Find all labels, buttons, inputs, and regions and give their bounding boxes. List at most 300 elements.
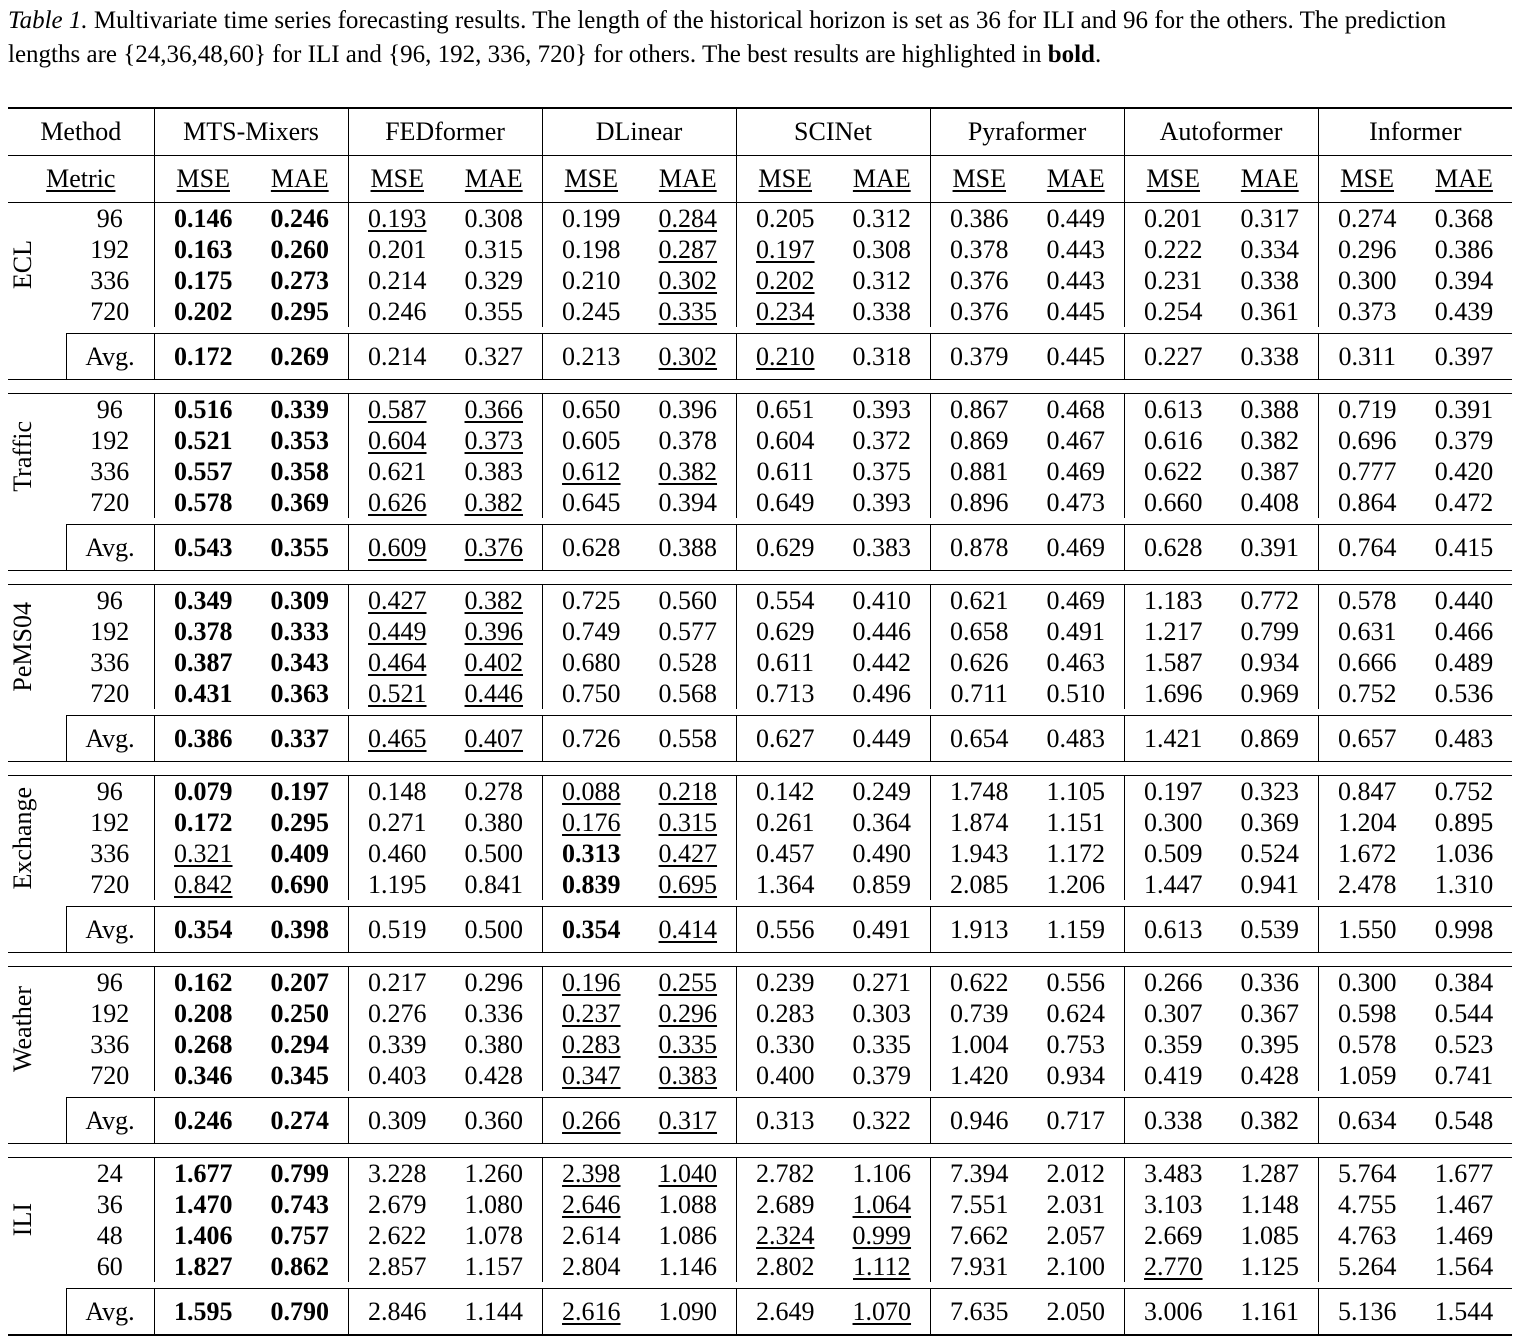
cell-value: 0.379 — [1434, 425, 1494, 455]
table-cell — [1222, 394, 1318, 426]
horizon: 192 — [90, 998, 130, 1028]
cell-value: 2.012 — [1046, 1158, 1106, 1188]
cell-value: 0.387 — [1240, 456, 1300, 486]
table-cell — [1416, 907, 1512, 953]
cell-value: 0.578 — [1338, 585, 1397, 615]
table-cell — [930, 585, 1028, 617]
cell-value: 0.753 — [1046, 1029, 1106, 1059]
table-cell — [154, 334, 252, 380]
table-cell — [1416, 1189, 1512, 1220]
best-value: 1.595 — [174, 1296, 233, 1326]
cell-value: 5.764 — [1338, 1158, 1397, 1188]
cell-value: 2.614 — [562, 1220, 621, 1250]
cell-value: 1.587 — [1144, 647, 1203, 677]
dataset-name-cell — [8, 776, 66, 901]
table-cell — [736, 1289, 834, 1336]
cell-value: 0.969 — [1240, 678, 1300, 708]
table-cell — [1222, 203, 1318, 235]
cell-value: 4.755 — [1338, 1189, 1397, 1219]
cell-value: 1.447 — [1144, 869, 1203, 899]
cell-value: 0.524 — [1240, 838, 1300, 868]
table-cell — [1124, 1189, 1222, 1220]
cell-value: 0.222 — [1144, 234, 1203, 264]
best-value: 0.162 — [174, 967, 233, 997]
table-cell — [736, 456, 834, 487]
table-cell — [736, 967, 834, 999]
cell-value: 1.748 — [950, 776, 1009, 806]
method-name: Autoformer — [1124, 108, 1318, 156]
cell-value: 0.622 — [1144, 456, 1203, 486]
best-value: 0.343 — [270, 647, 330, 677]
cell-value: 0.388 — [658, 532, 718, 562]
table-cell — [252, 1220, 348, 1251]
cell-value: 1.151 — [1046, 807, 1106, 837]
cell-value: 0.739 — [950, 998, 1009, 1028]
metric-mae: MAE — [1222, 156, 1318, 203]
table-cell — [446, 998, 542, 1029]
table-cell — [252, 394, 348, 426]
table-cell — [736, 334, 834, 380]
table-cell — [640, 1220, 736, 1251]
cell-value: 1.106 — [852, 1158, 912, 1188]
table-cell — [834, 1029, 930, 1060]
horizon: 96 — [66, 585, 154, 617]
avg-row — [8, 334, 1512, 380]
second-best-value: 0.193 — [368, 203, 427, 233]
cell-value: 0.777 — [1338, 456, 1397, 486]
gap-cell — [8, 380, 1512, 394]
cell-value: 0.369 — [1240, 807, 1300, 837]
table-cell — [834, 456, 930, 487]
cell-value: 0.201 — [368, 234, 427, 264]
table-cell — [736, 1220, 834, 1251]
table-cell — [252, 647, 348, 678]
cell-value: 0.468 — [1046, 394, 1106, 424]
cell-value: 1.086 — [658, 1220, 718, 1250]
table-cell — [640, 998, 736, 1029]
method-name: Informer — [1318, 108, 1512, 156]
cell-value: 0.329 — [464, 265, 524, 295]
table-cell — [348, 647, 446, 678]
cell-value: 0.394 — [658, 487, 718, 517]
cell-value: 0.214 — [368, 265, 427, 295]
best-value: 0.339 — [270, 394, 330, 424]
cell-value: 1.105 — [1046, 776, 1106, 806]
table-cell — [252, 1098, 348, 1144]
table-cell — [1028, 265, 1124, 296]
gap-cell — [8, 571, 1512, 585]
table-cell — [1416, 838, 1512, 869]
metric-mse: MSE — [1318, 156, 1416, 203]
table-cell — [542, 585, 640, 617]
best-value: 0.274 — [270, 1105, 330, 1135]
table-cell — [640, 234, 736, 265]
table-cell — [834, 585, 930, 617]
table-cell — [834, 807, 930, 838]
cell-value: 1.564 — [1434, 1251, 1494, 1281]
table-cell — [1028, 334, 1124, 380]
cell-value: 0.410 — [852, 585, 912, 615]
table-cell — [834, 1060, 930, 1091]
table-cell — [252, 1060, 348, 1091]
table-cell — [1222, 1189, 1318, 1220]
cell-value: 1.078 — [464, 1220, 524, 1250]
table-cell — [348, 1189, 446, 1220]
table-cell — [348, 525, 446, 571]
table-cell — [930, 265, 1028, 296]
best-value: 0.246 — [270, 203, 330, 233]
table-cell — [1222, 838, 1318, 869]
table-cell — [252, 838, 348, 869]
cell-value: 0.725 — [562, 585, 621, 615]
table-cell — [154, 456, 252, 487]
table-cell — [1222, 334, 1318, 380]
table-cell — [1028, 807, 1124, 838]
table-cell — [1318, 1251, 1416, 1282]
table-cell — [252, 1029, 348, 1060]
cell-value: 0.658 — [950, 616, 1009, 646]
cell-value: 0.449 — [852, 723, 912, 753]
cell-value: 7.635 — [950, 1296, 1009, 1326]
table-cell — [348, 678, 446, 709]
table-cell — [1028, 1220, 1124, 1251]
second-best-value: 0.465 — [368, 723, 427, 753]
table-cell — [154, 1220, 252, 1251]
dataset-name: Weather — [8, 986, 37, 1072]
table-row — [8, 1158, 1512, 1190]
cell-value: 0.483 — [1434, 723, 1494, 753]
table-cell — [640, 807, 736, 838]
table-cell — [834, 776, 930, 808]
table-cell — [154, 907, 252, 953]
second-best-value: 0.218 — [658, 776, 718, 806]
cell-value: 0.311 — [1338, 341, 1397, 371]
cell-value: 0.300 — [1144, 807, 1203, 837]
table-cell — [154, 807, 252, 838]
table-cell — [1124, 265, 1222, 296]
cell-value: 0.372 — [852, 425, 912, 455]
table-cell — [930, 1189, 1028, 1220]
table-cell — [736, 1098, 834, 1144]
table-cell — [1318, 1098, 1416, 1144]
cell-value: 0.388 — [1240, 394, 1300, 424]
best-value: 0.269 — [270, 341, 330, 371]
table-cell — [1222, 456, 1318, 487]
cell-value: 1.260 — [464, 1158, 524, 1188]
table-cell — [640, 1060, 736, 1091]
table-cell — [1124, 678, 1222, 709]
cell-value: 0.386 — [1434, 234, 1494, 264]
cell-value: 0.408 — [1240, 487, 1300, 517]
table-cell — [446, 1158, 542, 1190]
avg-blank — [8, 1289, 66, 1336]
cell-value: 0.197 — [1144, 776, 1203, 806]
cell-value: 2.050 — [1046, 1296, 1106, 1326]
cell-value: 0.449 — [1046, 203, 1106, 233]
table-cell — [348, 998, 446, 1029]
table-cell — [736, 1189, 834, 1220]
dataset-name-cell — [8, 394, 66, 519]
table-row — [8, 203, 1512, 235]
cell-value: 3.483 — [1144, 1158, 1203, 1188]
cell-value: 0.544 — [1434, 998, 1494, 1028]
cell-value: 1.036 — [1434, 838, 1494, 868]
table-cell — [154, 296, 252, 327]
table-cell — [1416, 394, 1512, 426]
horizon: 48 — [96, 1220, 123, 1250]
table-cell — [542, 425, 640, 456]
table-cell — [640, 1289, 736, 1336]
second-best-value: 0.382 — [464, 585, 524, 615]
cell-value: 2.804 — [562, 1251, 621, 1281]
second-best-value: 0.587 — [368, 394, 427, 424]
second-best-value: 0.521 — [368, 678, 427, 708]
table-cell — [348, 869, 446, 900]
cell-value: 0.696 — [1338, 425, 1397, 455]
horizon: 96 — [66, 394, 154, 426]
table-row — [8, 1251, 1512, 1282]
cell-value: 0.245 — [562, 296, 621, 326]
cell-value: 0.867 — [950, 394, 1009, 424]
table-cell — [1416, 525, 1512, 571]
table-cell — [1416, 425, 1512, 456]
best-value: 0.521 — [174, 425, 233, 455]
table-cell — [736, 998, 834, 1029]
cell-value: 0.428 — [464, 1060, 524, 1090]
table-cell — [834, 678, 930, 709]
dataset-name: PeMS04 — [8, 602, 37, 692]
table-cell — [736, 907, 834, 953]
table-row — [8, 394, 1512, 426]
table-cell — [1416, 1220, 1512, 1251]
second-best-value: 1.112 — [853, 1251, 911, 1281]
best-value: 0.273 — [270, 265, 330, 295]
horizon: 24 — [66, 1158, 154, 1190]
cell-value: 0.443 — [1046, 265, 1106, 295]
dataset-name-cell — [8, 203, 66, 328]
table-caption — [8, 4, 1512, 72]
best-value: 0.207 — [270, 967, 330, 997]
cell-value: 1.696 — [1144, 678, 1203, 708]
table-cell — [1028, 1289, 1124, 1336]
cell-value: 0.628 — [1144, 532, 1203, 562]
avg-label: Avg. — [66, 907, 154, 953]
cell-value: 0.941 — [1240, 869, 1300, 899]
table-cell — [1222, 487, 1318, 518]
cell-value: 1.080 — [464, 1189, 524, 1219]
table-cell — [640, 716, 736, 762]
best-value: 0.378 — [174, 616, 233, 646]
table-cell — [1222, 1060, 1318, 1091]
table-cell — [1318, 265, 1416, 296]
cell-value: 0.772 — [1240, 585, 1300, 615]
table-cell — [1028, 616, 1124, 647]
cell-value: 0.864 — [1338, 487, 1397, 517]
best-value: 0.197 — [270, 776, 330, 806]
table-cell — [542, 678, 640, 709]
second-best-value: 0.604 — [368, 425, 427, 455]
cell-value: 1.469 — [1434, 1220, 1494, 1250]
cell-value: 0.628 — [562, 532, 621, 562]
cell-value: 0.338 — [1144, 1105, 1203, 1135]
table-cell — [1222, 234, 1318, 265]
cell-value: 7.662 — [950, 1220, 1009, 1250]
best-value: 0.333 — [270, 616, 330, 646]
metric-mae: MAE — [252, 156, 348, 203]
cell-value: 1.420 — [950, 1060, 1009, 1090]
table-cell — [446, 1029, 542, 1060]
cell-value: 0.214 — [368, 341, 427, 371]
cell-value: 0.442 — [852, 647, 912, 677]
table-cell — [1124, 585, 1222, 617]
table-cell — [1318, 334, 1416, 380]
cell-value: 0.379 — [852, 1060, 912, 1090]
table-cell — [348, 394, 446, 426]
table-cell — [640, 1251, 736, 1282]
best-value: 0.268 — [174, 1029, 233, 1059]
cell-value: 1.085 — [1240, 1220, 1300, 1250]
table-cell — [252, 425, 348, 456]
table-cell — [154, 998, 252, 1029]
table-cell — [1028, 647, 1124, 678]
cell-value: 0.490 — [852, 838, 912, 868]
cell-value: 0.847 — [1338, 776, 1397, 806]
table-cell — [930, 998, 1028, 1029]
table-cell — [640, 1158, 736, 1190]
table-cell — [1318, 998, 1416, 1029]
table-row — [8, 1060, 1512, 1091]
table-cell — [736, 1029, 834, 1060]
table-cell — [252, 967, 348, 999]
table-row — [8, 487, 1512, 518]
table-cell — [834, 1289, 930, 1336]
cell-value: 0.560 — [658, 585, 718, 615]
table-cell — [834, 394, 930, 426]
cell-value: 0.266 — [1144, 967, 1203, 997]
cell-value: 0.276 — [368, 998, 427, 1028]
table-cell — [1416, 678, 1512, 709]
cell-value: 0.373 — [1338, 296, 1397, 326]
table-cell — [930, 1098, 1028, 1144]
table-cell — [736, 585, 834, 617]
table-cell — [1124, 525, 1222, 571]
table-cell — [252, 776, 348, 808]
table-cell — [542, 807, 640, 838]
table-cell — [348, 1158, 446, 1190]
table-cell — [542, 1289, 640, 1336]
cell-value: 0.308 — [464, 203, 524, 233]
table-cell — [446, 838, 542, 869]
table-cell — [1124, 869, 1222, 900]
table-cell — [542, 907, 640, 953]
second-best-value: 1.064 — [852, 1189, 912, 1219]
table-cell — [1318, 678, 1416, 709]
table-cell — [834, 838, 930, 869]
table-row — [8, 807, 1512, 838]
table-cell — [446, 807, 542, 838]
horizon: 336 — [90, 265, 130, 295]
cell-value: 0.254 — [1144, 296, 1203, 326]
table-cell — [1028, 425, 1124, 456]
cell-value: 0.934 — [1240, 647, 1300, 677]
table-cell — [1222, 869, 1318, 900]
table-cell — [542, 838, 640, 869]
table-row — [8, 998, 1512, 1029]
table-cell — [446, 487, 542, 518]
cell-value: 0.312 — [852, 203, 912, 233]
best-value: 0.690 — [270, 869, 330, 899]
table-cell — [542, 1158, 640, 1190]
second-best-value: 0.366 — [464, 394, 524, 424]
table-cell — [1416, 296, 1512, 327]
table-cell — [1222, 1029, 1318, 1060]
second-best-value: 0.266 — [562, 1105, 621, 1135]
cell-value: 0.378 — [658, 425, 718, 455]
table-cell — [1028, 967, 1124, 999]
cell-value: 0.519 — [368, 914, 427, 944]
best-value: 1.677 — [174, 1158, 233, 1188]
cell-value: 1.206 — [1046, 869, 1106, 899]
table-cell — [1028, 716, 1124, 762]
table-cell — [1124, 807, 1222, 838]
cell-value: 0.489 — [1434, 647, 1494, 677]
table-cell — [1124, 838, 1222, 869]
best-value: 0.354 — [562, 914, 621, 944]
cell-value: 0.376 — [950, 296, 1009, 326]
table-cell — [1222, 967, 1318, 999]
method-name: DLinear — [542, 108, 736, 156]
cell-value: 0.379 — [950, 341, 1009, 371]
table-cell — [348, 716, 446, 762]
metric-mae: MAE — [834, 156, 930, 203]
cell-value: 1.550 — [1338, 914, 1397, 944]
table-cell — [640, 525, 736, 571]
table-cell — [1416, 1289, 1512, 1336]
table-cell — [348, 296, 446, 327]
table-cell — [640, 647, 736, 678]
cell-value: 2.689 — [756, 1189, 815, 1219]
cell-value: 0.510 — [1046, 678, 1106, 708]
best-value: 0.354 — [174, 914, 233, 944]
cell-value: 0.500 — [464, 838, 524, 868]
table-cell — [640, 203, 736, 235]
cell-value: 0.445 — [1046, 341, 1106, 371]
table-row — [8, 234, 1512, 265]
cell-value: 0.726 — [562, 723, 621, 753]
block-gap — [8, 1144, 1512, 1158]
second-best-value: 0.197 — [756, 234, 815, 264]
table-cell — [930, 716, 1028, 762]
cell-value: 0.666 — [1338, 647, 1397, 677]
table-cell — [1318, 838, 1416, 869]
caption-end: . — [1094, 41, 1102, 68]
method-header: Method — [8, 108, 154, 156]
table-cell — [930, 1220, 1028, 1251]
table-cell — [1028, 1098, 1124, 1144]
table-cell — [1416, 1158, 1512, 1190]
second-best-value: 0.321 — [174, 838, 233, 868]
table-cell — [834, 1189, 930, 1220]
table-cell — [446, 525, 542, 571]
cell-value: 2.622 — [368, 1220, 427, 1250]
second-best-value: 2.646 — [562, 1189, 621, 1219]
horizon: 720 — [90, 487, 130, 517]
cell-value: 0.719 — [1338, 394, 1397, 424]
cell-value: 1.183 — [1144, 585, 1203, 615]
table-cell — [1318, 1029, 1416, 1060]
table-cell — [930, 869, 1028, 900]
table-cell — [930, 678, 1028, 709]
